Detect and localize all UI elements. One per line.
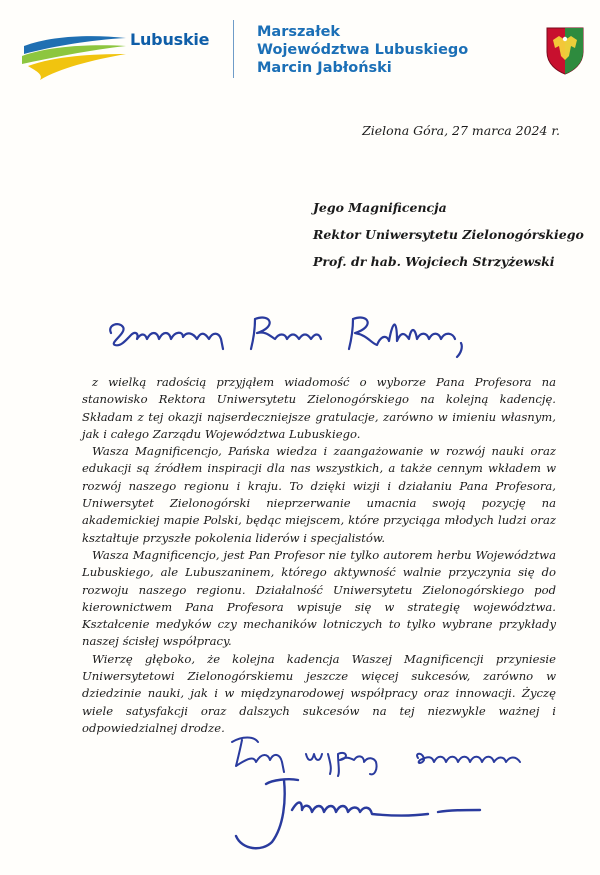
letter-date: Zielona Góra, 27 marca 2024 r.: [362, 123, 560, 138]
office-line: Województwa Lubuskiego: [257, 42, 469, 58]
brand-name: Lubuskie: [130, 30, 210, 49]
body-paragraph: Wierzę głęboko, że kolejna kadencja Waszej Magnificencji przyniesie Uniwersytetowi Zielonogórskiemu jeszcze więcej sukcesów, zarówno w dziedzinie nauki, jak i w międzynarodowej współpracy oraz innowacji. Życzę wiele satysfakcji oraz dalszych sukcesów na tej niezwykle ważnej i odpowiedzialnej drodze.: [82, 651, 556, 735]
handwritten-salutation-icon: [105, 305, 485, 365]
office-line: Marcin Jabłoński: [257, 60, 392, 76]
office-title: [257, 23, 468, 77]
body-paragraph: z wielką radością przyjąłem wiadomość o wyborze Pana Profesora na stanowisko Rektora Uniwersytetu Zielonogórskiego na kolejną kadencję. Składam z tej okazji najserdeczniejsze gratulacje, zarówno w imieniu własnym, jak i całego Zarządu Województwa Lubuskiego.: [82, 375, 556, 441]
signature-icon: [232, 770, 492, 852]
salutation-text: Szanowny Panie Rektorze,: [105, 363, 119, 364]
letter-body: [82, 374, 556, 737]
closing-text: Proszę przyjąć wyrazy szacunku: [228, 777, 245, 778]
body-paragraph: Wasza Magnificencjo, Pańska wiedza i zaangażowanie w rozwój nauki oraz edukacji są źródłem inspiracji dla nas wszystkich, a także cennym wkładem w rozwój naszego regionu i kraju. To dzięki wizji i działaniu Pana Profesora, Uniwersytet Zielonogórski nieprzerwanie umacnia swoją pozycję na akademickiej mapie Polski, będąc miejscem, które przyciąga młodych ludzi oraz kształtuje przyszłe pokolenia liderów i specjalistów.: [82, 444, 556, 545]
addressee-block: [313, 194, 584, 275]
lubuskie-logo-icon: [20, 24, 128, 82]
addressee-line: Prof. dr hab. Wojciech Strzyżewski: [313, 254, 555, 269]
header-divider: [233, 20, 234, 78]
body-paragraph: Wasza Magnificencjo, jest Pan Profesor nie tylko autorem herbu Województwa Lubuskiego, ale Lubuszaninem, którego aktywność walnie przyczynia się do rozwoju naszego regionu. Działalność Uniwersytetu Zielonogórskiego pod kierownictwem Pana Profesora wpisuje się w strategię województwa. Kształcenie medyków czy mechaników lotniczych to tylko wybrane przykłady naszej ścisłej współpracy.: [82, 547, 556, 649]
addressee-line: Jego Magnificencja: [313, 200, 447, 215]
addressee-line: Rektor Uniwersytetu Zielonogórskiego: [313, 227, 584, 242]
coat-of-arms-icon: [545, 26, 585, 76]
office-line: Marszałek: [257, 24, 341, 40]
